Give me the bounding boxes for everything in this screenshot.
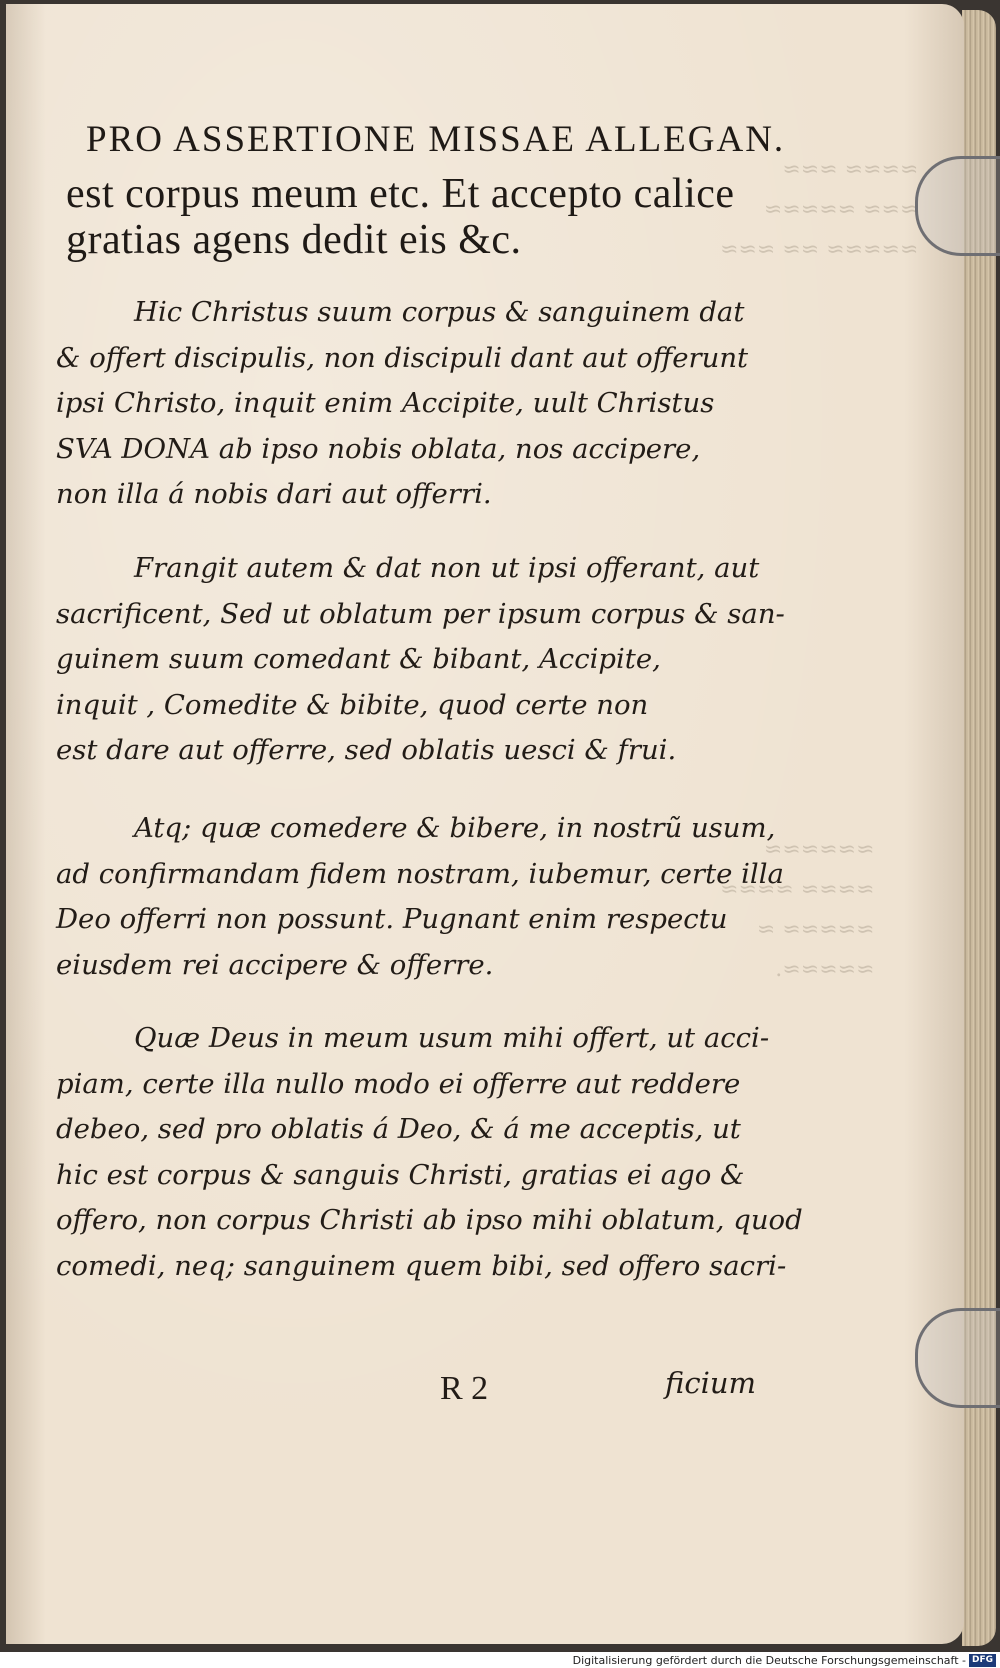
paragraph — [56, 1016, 803, 1289]
text-line: eiusdem rei accipere & offerre. — [56, 948, 494, 981]
text-line: gratias agens dedit eis &c. — [66, 217, 522, 263]
text-line: ipsi Christo, inquit enim Accipite, uult Christus — [56, 387, 715, 419]
bleed-through-text: ≈≈≈≈ ≈≈≈ ≈≈≈ ≈≈≈≈≈ ≈≈≈≈≈ ≈≈ ≈≈≈ — [720, 157, 919, 262]
text-line: SVA DONA ab ipso nobis oblata, nos accipere, — [56, 432, 701, 465]
text-line: guinem suum comedant & bibant, Accipite, — [56, 643, 661, 675]
page-clip — [915, 1308, 1000, 1408]
text-line: comedi, neq; sanguinem quem bibi, sed offero sacri- — [56, 1249, 787, 1282]
text-line: hic est corpus & sanguis Christi, gratias ei ago & — [56, 1158, 745, 1191]
text-line: Atq; quæ comedere & bibere, in nostrũ usum, — [134, 812, 776, 844]
paragraph — [56, 546, 785, 774]
text-line: debeo, sed pro oblatis á Deo, & á me acceptis, ut — [56, 1113, 741, 1145]
text-line: inquit , Comedite & bibite, quod certe non — [56, 688, 649, 721]
signature-mark: R 2 — [440, 1370, 489, 1407]
digitization-credit — [573, 1653, 996, 1668]
text-line: ad confirmandam fidem nostram, iubemur, certe illa — [56, 857, 784, 890]
paragraph — [56, 806, 784, 988]
text-line: & offert discipulis, non discipuli dant aut offerunt — [56, 341, 749, 374]
text-line: est dare aut offerre, sed oblatis uesci & frui. — [56, 734, 677, 766]
credit-text: Digitalisierung gefördert durch die Deutsche Forschungsgemeinschaft - — [572, 1654, 966, 1667]
text-line: offero, non corpus Christi ab ipso mihi oblatum, quod — [56, 1204, 803, 1236]
dfg-logo: DFG — [969, 1654, 996, 1667]
text-line: non illa á nobis dari aut offerri. — [56, 478, 492, 510]
text-line: est corpus meum etc. Et accepto calice — [66, 171, 735, 217]
page-clip — [915, 156, 1000, 256]
catchword: ficium — [665, 1366, 757, 1400]
running-head: PRO ASSERTIONE MISSAE ALLEGAN. — [86, 119, 786, 160]
text-line: Quæ Deus in meum usum mihi offert, ut acci- — [134, 1022, 770, 1054]
text-line: Hic Christus suum corpus & sanguinem dat — [134, 296, 745, 328]
bleed-through-text: ≈≈≈≈≈≈ ≈≈≈≈ ≈≈≈≈ ≈≈≈≈≈ ≈ ≈≈≈≈≈. — [720, 837, 875, 982]
text-line: Deo offerri non possunt. Pugnant enim respectu — [56, 903, 728, 935]
paragraph — [56, 290, 756, 518]
text-line: piam, certe illa nullo modo ei offerre aut reddere — [56, 1067, 741, 1100]
text-line: sacrificent, Sed ut oblatum per ipsum corpus & san- — [56, 597, 785, 630]
text-line: Frangit autem & dat non ut ipsi offerant, aut — [134, 552, 760, 584]
